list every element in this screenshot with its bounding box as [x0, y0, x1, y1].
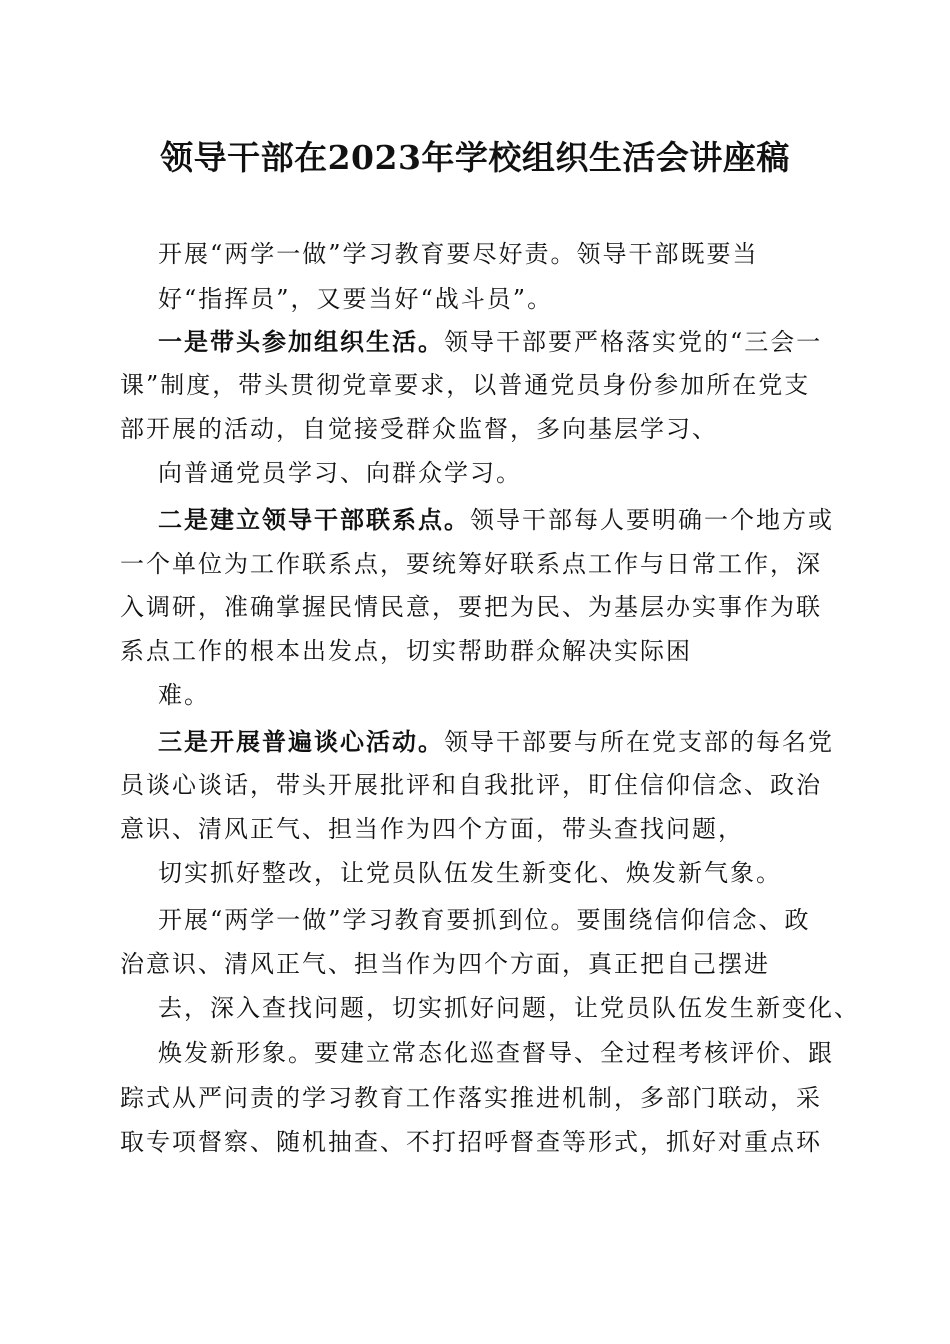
paragraph-heading: 二是建立领导干部联系点。 — [158, 505, 470, 534]
paragraph-line: 一个单位为工作联系点，要统筹好联系点工作与日常工作，深 — [120, 550, 822, 578]
paragraph-line: 治意识、清风正气、担当作为四个方面，真正把自己摆进 — [120, 950, 770, 978]
paragraph-heading: 一是带头参加组织生活。 — [158, 327, 444, 356]
paragraph-text: 领导干部要严格落实党的“三会一 — [444, 328, 823, 356]
paragraph-heading: 三是开展普遍谈心活动。 — [158, 727, 444, 756]
paragraph-line — [158, 322, 822, 362]
paragraph-line: 员谈心谈话，带头开展批评和自我批评，盯住信仰信念、政治 — [120, 771, 822, 799]
paragraph-line: 开展“两学一做”学习教育要尽好责。领导干部既要当 — [158, 240, 759, 268]
paragraph-line — [158, 722, 834, 762]
paragraph-line: 课”制度，带头贯彻党章要求，以普通党员身份参加所在党支 — [120, 371, 811, 399]
paragraph-line — [158, 500, 834, 540]
paragraph-line: 开展“两学一做”学习教育要抓到位。要围绕信仰信念、政 — [158, 906, 811, 934]
paragraph-line: 去，深入查找问题，切实抓好问题，让党员队伍发生新变化、 — [158, 994, 860, 1022]
paragraph-line: 系点工作的根本出发点，切实帮助群众解决实际困 — [120, 637, 692, 665]
paragraph-line: 难。 — [158, 681, 210, 709]
paragraph-line: 踪式从严问责的学习教育工作落实推进机制，多部门联动，采 — [120, 1084, 822, 1112]
paragraph-line: 入调研，准确掌握民情民意，要把为民、为基层办实事作为联 — [120, 593, 822, 621]
paragraph-line: 向普通党员学习、向群众学习。 — [158, 459, 522, 487]
paragraph-text: 领导干部每人要明确一个地方或 — [470, 506, 834, 534]
paragraph-line: 切实抓好整改，让党员队伍发生新变化、焕发新气象。 — [158, 859, 782, 887]
paragraph-line: 部开展的活动，自觉接受群众监督，多向基层学习、 — [120, 415, 718, 443]
paragraph-line: 意识、清风正气、担当作为四个方面，带头查找问题， — [120, 815, 744, 843]
paragraph-line: 焕发新形象。要建立常态化巡查督导、全过程考核评价、跟 — [158, 1039, 834, 1067]
paragraph-line: 好“指挥员”，又要当好“战斗员”。 — [158, 285, 554, 313]
paragraph-line: 取专项督察、随机抽查、不打招呼督查等形式，抓好对重点环 — [120, 1128, 822, 1156]
document-title: 领导干部在2023年学校组织生活会讲座稿 — [160, 138, 790, 177]
paragraph-text: 领导干部要与所在党支部的每名党 — [444, 728, 834, 756]
